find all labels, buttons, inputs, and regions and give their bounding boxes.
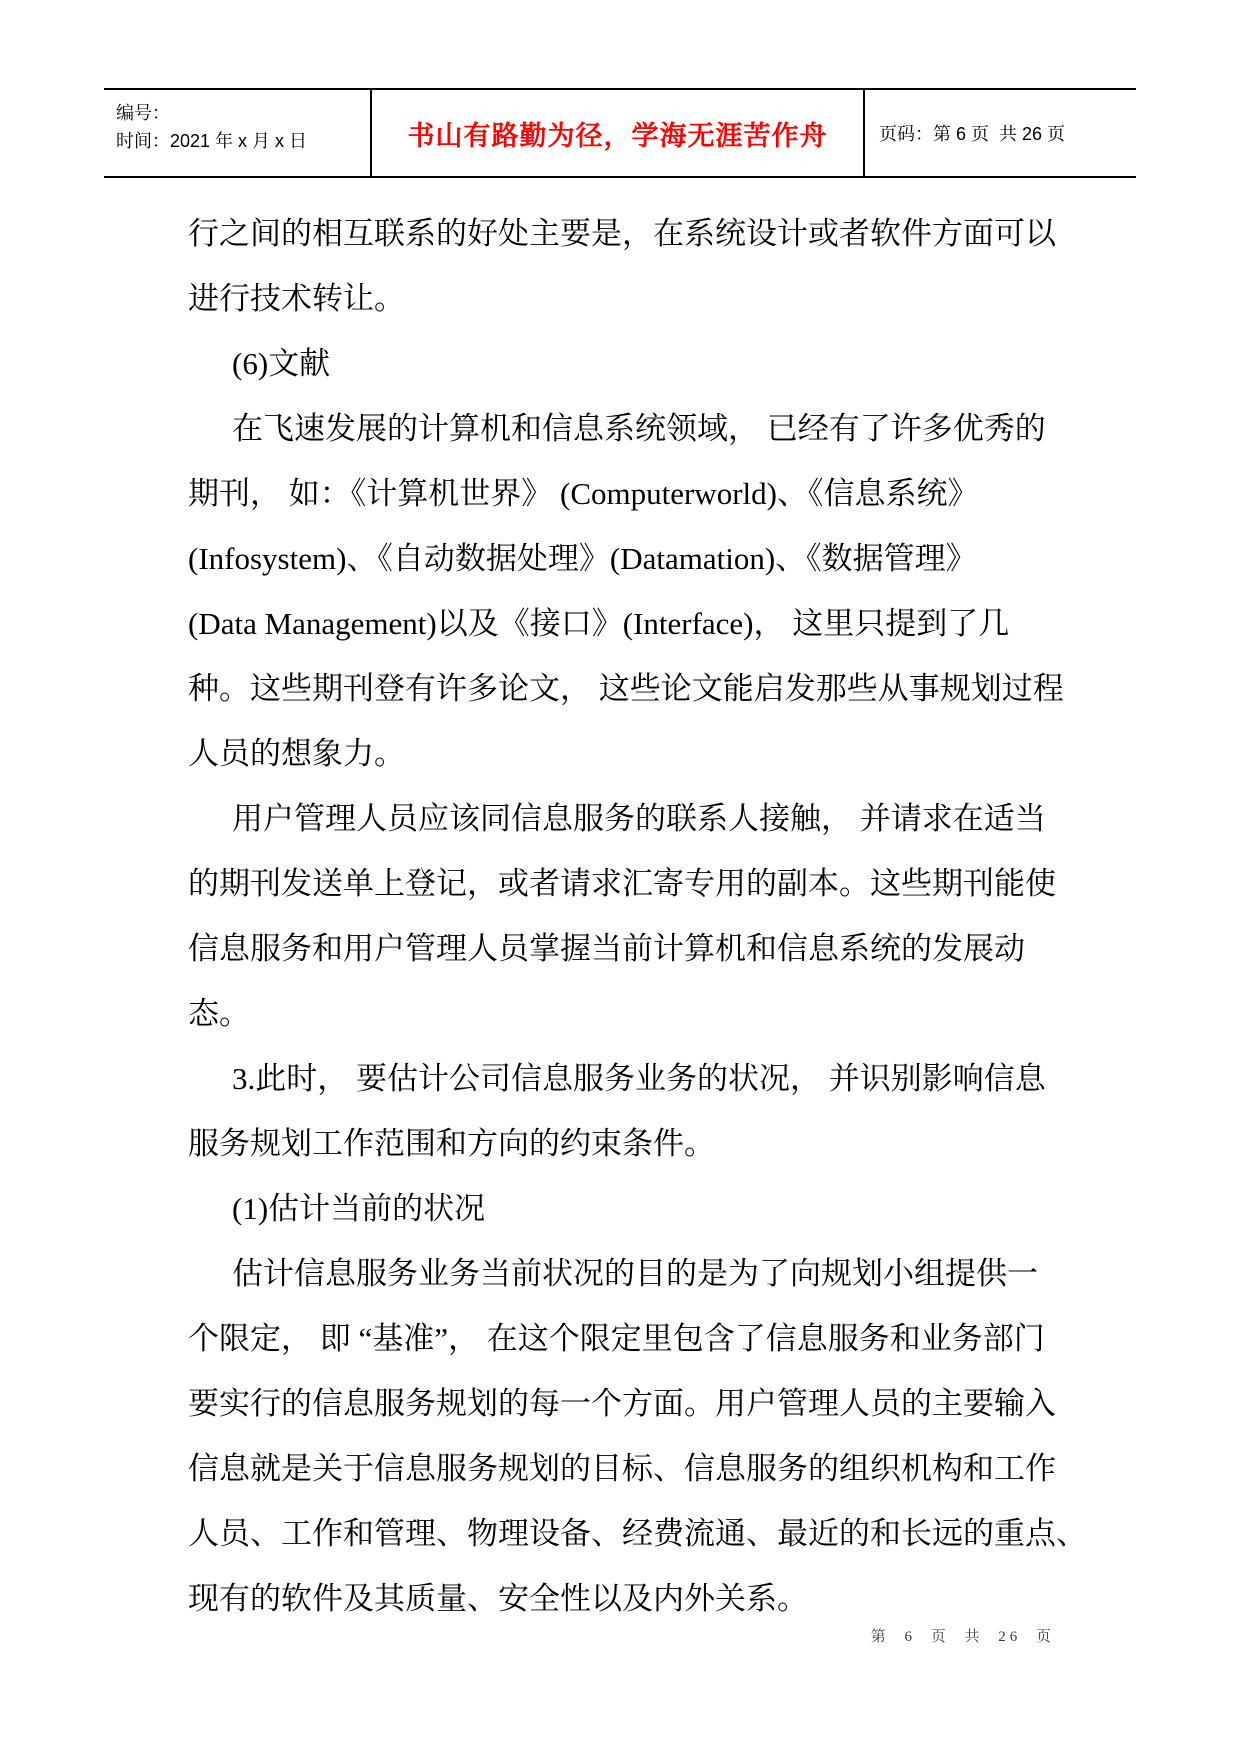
body-line: 信息服务和用户管理人员掌握当前计算机和信息系统的发展动 [188,931,1025,966]
page-header-table [104,88,1136,178]
body-line: (Infosystem)、《自动数据处理》(Datamation)、《数据管理》 [188,541,977,576]
body-line: 估计信息服务业务当前状况的目的是为了向规划小组提供一 [232,1256,1038,1291]
body-line: 人员的想象力。 [188,736,405,771]
body-line: (Data Management)以及《接口》(Interface)， 这里只提到了几 [188,606,1010,641]
body-line: 人员、工作和管理、物理设备、经费流通、最近的和长远的重点、 [188,1516,1087,1551]
page-footer: 第 6 页 共 26 页 [870,1629,1055,1645]
body-line: 用户管理人员应该同信息服务的联系人接触， 并请求在适当 [232,801,1046,836]
body-line: 进行技术转让。 [188,281,405,316]
header-time-label: 时间：2021 年 x 月 x 日 [116,131,308,151]
body-line: 3.此时， 要估计公司信息服务业务的状况， 并识别影响信息 [232,1061,1046,1096]
document-body [188,201,1088,1631]
body-line: 现有的软件及其质量、安全性以及内外关系。 [188,1581,808,1616]
header-page-cell [863,90,1136,176]
body-line: 的期刊发送单上登记，或者请求汇寄专用的副本。这些期刊能使 [188,866,1056,901]
body-line: 态。 [188,996,250,1031]
header-motto-text: 书山有路勤为径，学海无涯苦作舟 [407,120,828,151]
body-line: 行之间的相互联系的好处主要是，在系统设计或者软件方面可以 [188,216,1056,251]
body-line: 服务规划工作范围和方向的约束条件。 [188,1126,715,1161]
body-line: 期刊， 如：《计算机世界》 (Computerworld)、《信息系统》 [188,476,979,511]
body-line: 要实行的信息服务规划的每一个方面。用户管理人员的主要输入 [188,1386,1056,1421]
body-line: 种。这些期刊登有许多论文， 这些论文能启发那些从事规划过程 [188,671,1064,706]
body-line: (1)估计当前的状况 [232,1191,486,1226]
header-page-label: 页码：第 6 页 共 26 页 [879,124,1066,144]
body-line: 在飞速发展的计算机和信息系统领域， 已经有了许多优秀的 [232,411,1046,446]
body-line: (6)文献 [232,346,331,381]
header-motto-cell [372,90,863,176]
header-number-label: 编号： [116,103,170,123]
body-line: 个限定， 即 “基准”， 在这个限定里包含了信息服务和业务部门 [188,1321,1045,1356]
body-line: 信息就是关于信息服务规划的目标、信息服务的组织机构和工作 [188,1451,1056,1486]
header-meta-cell [104,90,372,176]
